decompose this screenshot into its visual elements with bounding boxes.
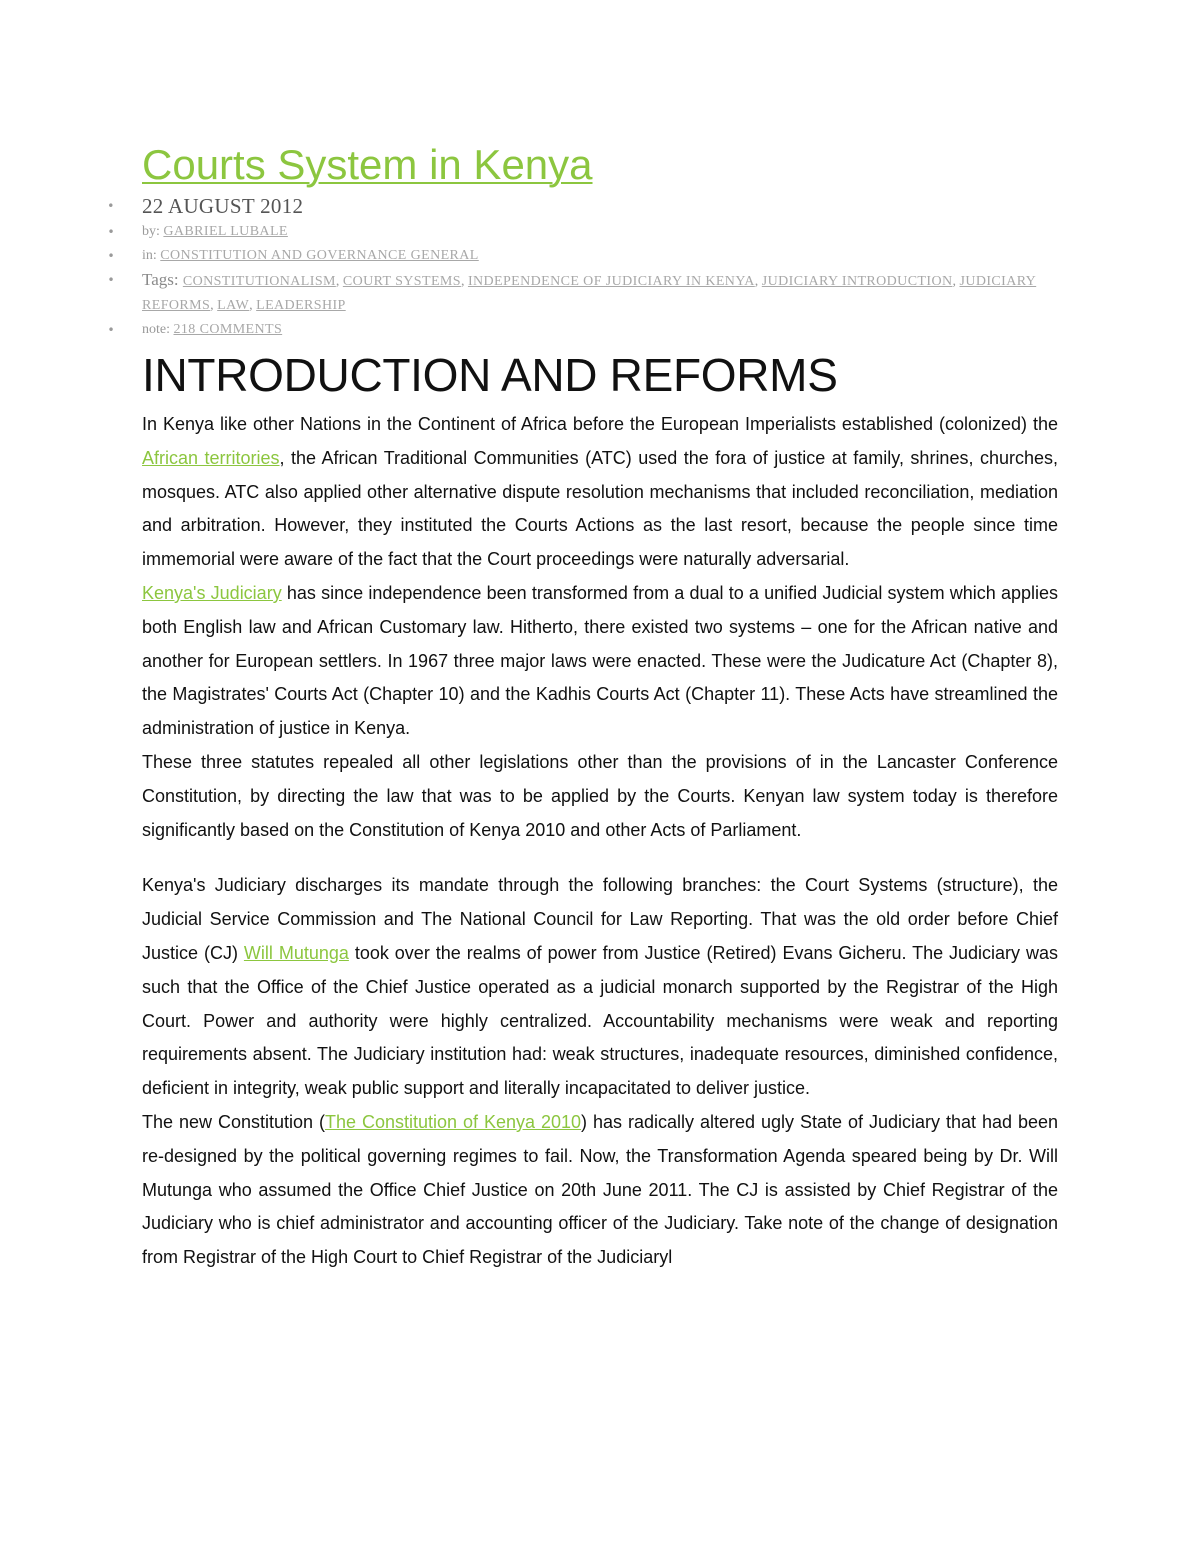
paragraph-text: has since independence been transformed from a dual to a unified Judicial system which applies both English law and African Customary law. Hitherto, there existed two systems – one for the African native and another for European settlers. In 1967 three major laws were enacted. These were the Judicature Act (Chapter 8), the Magistrates' Courts Act (Chapter 10) and the Kadhis Courts Act (Chapter 11). These Acts have streamlined the administration of justice in Kenya.: [142, 582, 1059, 739]
paragraph-text: In Kenya like other Nations in the Continent of Africa before the European Imperialists established (colonized) the: [142, 414, 1058, 434]
tag-link-independence-of-judiciary[interactable]: INDEPENDENCE OF JUDICIARY IN KENYA: [467, 274, 755, 289]
paragraph-text: , the African Traditional Communities (ATC) used the fora of justice at family, shrines, churches, mosques. ATC also applied other alternative dispute resolution mechanisms that included reconciliation, mediation and arbitration. However, they instituted the Courts Actions as the last resort, because the people since time immemorial were aware of the fact that the Court proceedings were naturally adversarial.: [142, 447, 1058, 570]
tag-separator: ,: [210, 298, 218, 313]
tag-separator: ,: [335, 274, 343, 289]
bullet-icon: •: [107, 249, 115, 263]
article-title-link[interactable]: Courts System in Kenya: [142, 141, 593, 188]
by-label: by:: [142, 224, 164, 239]
tag-link-judiciary-introduction[interactable]: JUDICIARY INTRODUCTION: [761, 274, 953, 289]
will-mutunga-link[interactable]: Will Mutunga: [243, 942, 349, 963]
author-link[interactable]: GABRIEL LUBALE: [163, 224, 288, 239]
meta-category-item: [107, 244, 1058, 268]
comments-link[interactable]: 218 COMMENTS: [173, 322, 283, 337]
tag-link-judiciary-reforms[interactable]: JUDICIARY REFORMS: [142, 274, 1037, 313]
paragraph-3: These three statutes repealed all other legislations other than the provisions of in the Lancaster Conference Constitution, by directing the law that was to be applied by the Courts. Kenyan law system today is therefore significantly based on the Constitution of Kenya 2010 and other Acts of Parliament.: [142, 751, 1058, 840]
meta-comments-item: [107, 318, 1058, 342]
tag-separator: ,: [952, 274, 960, 289]
constitution-of-kenya-link[interactable]: The Constitution of Kenya 2010: [325, 1111, 582, 1132]
kenyas-judiciary-link[interactable]: Kenya's Judiciary: [142, 582, 282, 603]
paragraph-1: [142, 408, 1058, 577]
tag-separator: ,: [460, 274, 468, 289]
tag-separator: ,: [249, 298, 257, 313]
tag-link-law[interactable]: LAW: [217, 298, 250, 313]
meta-date-item: [107, 192, 1058, 220]
paragraph-text: took over the realms of power from Justice (Retired) Evans Gicheru. The Judiciary was such that the Office of the Chief Justice operated as a judicial monarch supported by the Registrar of the High Court. Power and authority were highly centralized. Accountability mechanisms were weak and reporting requirements absent. The Judiciary institution had: weak structures, inadequate resources, diminished confidence, deficient in integrity, weak public support and literally incapacitated to deliver justice.: [142, 942, 1059, 1099]
african-territories-link[interactable]: African territories: [142, 447, 280, 468]
section-heading: INTRODUCTION AND REFORMS: [142, 349, 838, 401]
category-link[interactable]: CONSTITUTION AND GOVERNANCE GENERAL: [160, 248, 479, 263]
tag-separator: ,: [754, 274, 762, 289]
tags-label: Tags:: [142, 270, 183, 289]
meta-author-item: [107, 220, 1058, 244]
paragraph-text: The new Constitution (: [142, 1111, 325, 1132]
note-label: note:: [142, 322, 174, 337]
in-label: in:: [142, 248, 161, 263]
tag-link-court-systems[interactable]: COURT SYSTEMS: [342, 274, 461, 289]
paragraph-2: [142, 577, 1058, 746]
paragraph-5: [142, 1106, 1058, 1275]
bullet-icon: •: [107, 199, 115, 213]
bullet-icon: •: [107, 225, 115, 239]
article: [107, 140, 1059, 1275]
article-date: 22 AUGUST 2012: [142, 194, 304, 218]
article-meta-list: [107, 192, 1058, 342]
bullet-icon: •: [107, 323, 115, 337]
paragraph-text: ) has radically altered ugly State of Judiciary that had been re-designed by the political governing regimes to fail. Now, the Transformation Agenda speared being by Dr. Will Mutunga who assumed the Office Chief Justice on 20th June 2011. The CJ is assisted by Chief Registrar of the Judiciary who is chief administrator and accounting officer of the Judiciary. Take note of the change of designation from Registrar of the High Court to Chief Registrar of the Judiciaryl: [142, 1111, 1058, 1268]
meta-tags-item: [107, 268, 1058, 318]
tag-link-leadership[interactable]: LEADERSHIP: [256, 298, 346, 313]
paragraph-text: Kenya's Judiciary discharges its mandate through the following branches: the Court Systems (structure), the Judicial Service Commission and The National Council for Law Reporting. That was the old order before Chief Justice (CJ): [142, 875, 1058, 963]
bullet-icon: •: [107, 273, 115, 287]
paragraph-4: [142, 869, 1058, 1106]
tag-link-constitutionalism[interactable]: CONSTITUTIONALISM: [182, 274, 336, 289]
